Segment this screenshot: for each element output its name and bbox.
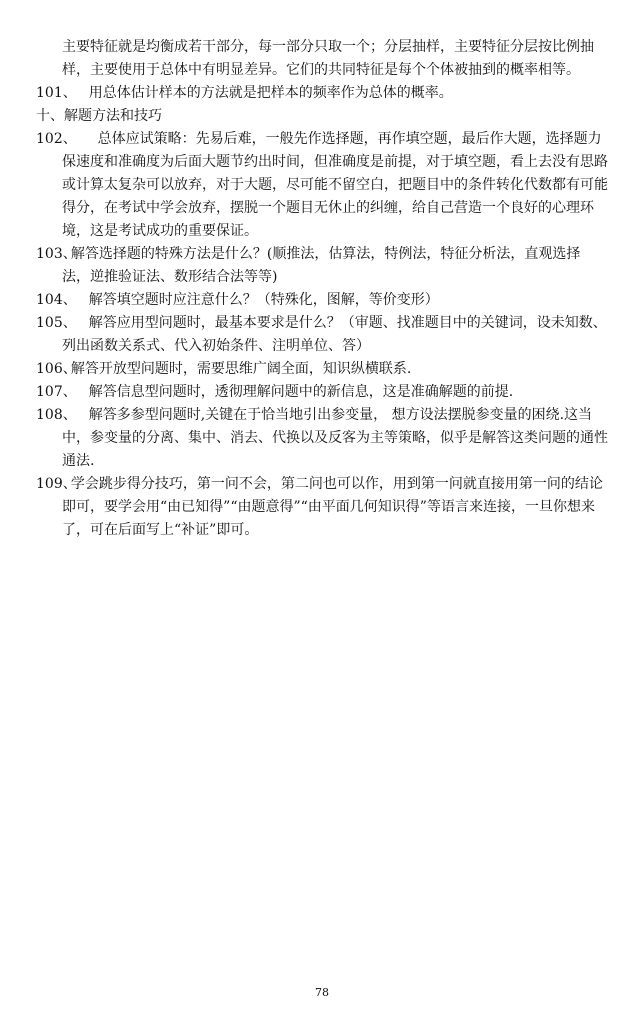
item-text: 总体应试策略：先易后难，一般先作选择题，再作填空题，最后作大题，选择题力保速度和准确度为后面大题节约出时间，但准确度是前提，对于填空题，看上去没有思路或计算太复杂可以放弃，对于大题，尽可能不留空白，把题目中的条件转化代数都有可能得分，在考试中学会放弃，摆脱一个题目无休止的纠缠，给自己营造一个良好的心理环境，这是考试成功的重要保证。 xyxy=(62,131,608,239)
item-102 xyxy=(36,128,608,243)
item-109 xyxy=(36,473,608,542)
item-number: 105、 xyxy=(36,315,77,331)
item-text: 解答应用型问题时，最基本要求是什么？（审题、找准题目中的关键词，设未知数、列出函数关系式、代入初始条件、注明单位、答） xyxy=(62,315,607,354)
item-text: 学会跳步得分技巧，第一问不会，第二问也可以作，用到第一问就直接用第一问的结论即可，要学会用“由已知得”“由题意得”“由平面几何知识得”等语言来连接，一旦你想来了，可在后面写上“补证”即可。 xyxy=(62,476,603,538)
item-number: 103、 xyxy=(36,246,77,262)
item-text: 解答填空题时应注意什么？（特殊化，图解，等价变形） xyxy=(88,292,439,308)
item-105 xyxy=(36,312,608,358)
page-content xyxy=(36,36,608,542)
item-101 xyxy=(36,82,608,105)
item-108 xyxy=(36,404,608,473)
item-text: 解答多参型问题时,关键在于恰当地引出参变量， 想方设法摆脱参变量的困绕.这当中，参变量的分离、集中、消去、代换以及反客为主等策略，似乎是解答这类问题的通性通法. xyxy=(62,407,608,469)
section-heading: 十、解题方法和技巧 xyxy=(36,108,162,124)
item-number: 107、 xyxy=(36,384,77,400)
item-number: 106、 xyxy=(36,361,77,377)
item-number: 109、 xyxy=(36,476,77,492)
item-107 xyxy=(36,381,608,404)
page-number: 78 xyxy=(315,986,329,999)
item-number: 104、 xyxy=(36,292,77,308)
item-number: 108、 xyxy=(36,407,77,423)
item-text: 用总体估计样本的方法就是把样本的频率作为总体的概率。 xyxy=(88,85,453,101)
item-106 xyxy=(36,358,608,381)
intro-paragraph: 主要特征就是均衡成若干部分，每一部分只取一个；分层抽样，主要特征分层按比例抽样，主要使用于总体中有明显差异。它们的共同特征是每个个体被抽到的概率相等。 xyxy=(62,39,594,78)
item-number: 101、 xyxy=(36,85,77,101)
item-text: 解答开放型问题时，需要思维广阔全面，知识纵横联系. xyxy=(70,361,412,377)
item-104 xyxy=(36,289,608,312)
item-103 xyxy=(36,243,608,289)
item-number: 102、 xyxy=(36,131,77,147)
item-text: 解答信息型问题时，透彻理解问题中的新信息，这是准确解题的前提. xyxy=(88,384,514,400)
item-text: 解答选择题的特殊方法是什么？(顺推法，估算法，特例法，特征分析法，直观选择法，逆推验证法、数形结合法等等) xyxy=(62,246,581,285)
